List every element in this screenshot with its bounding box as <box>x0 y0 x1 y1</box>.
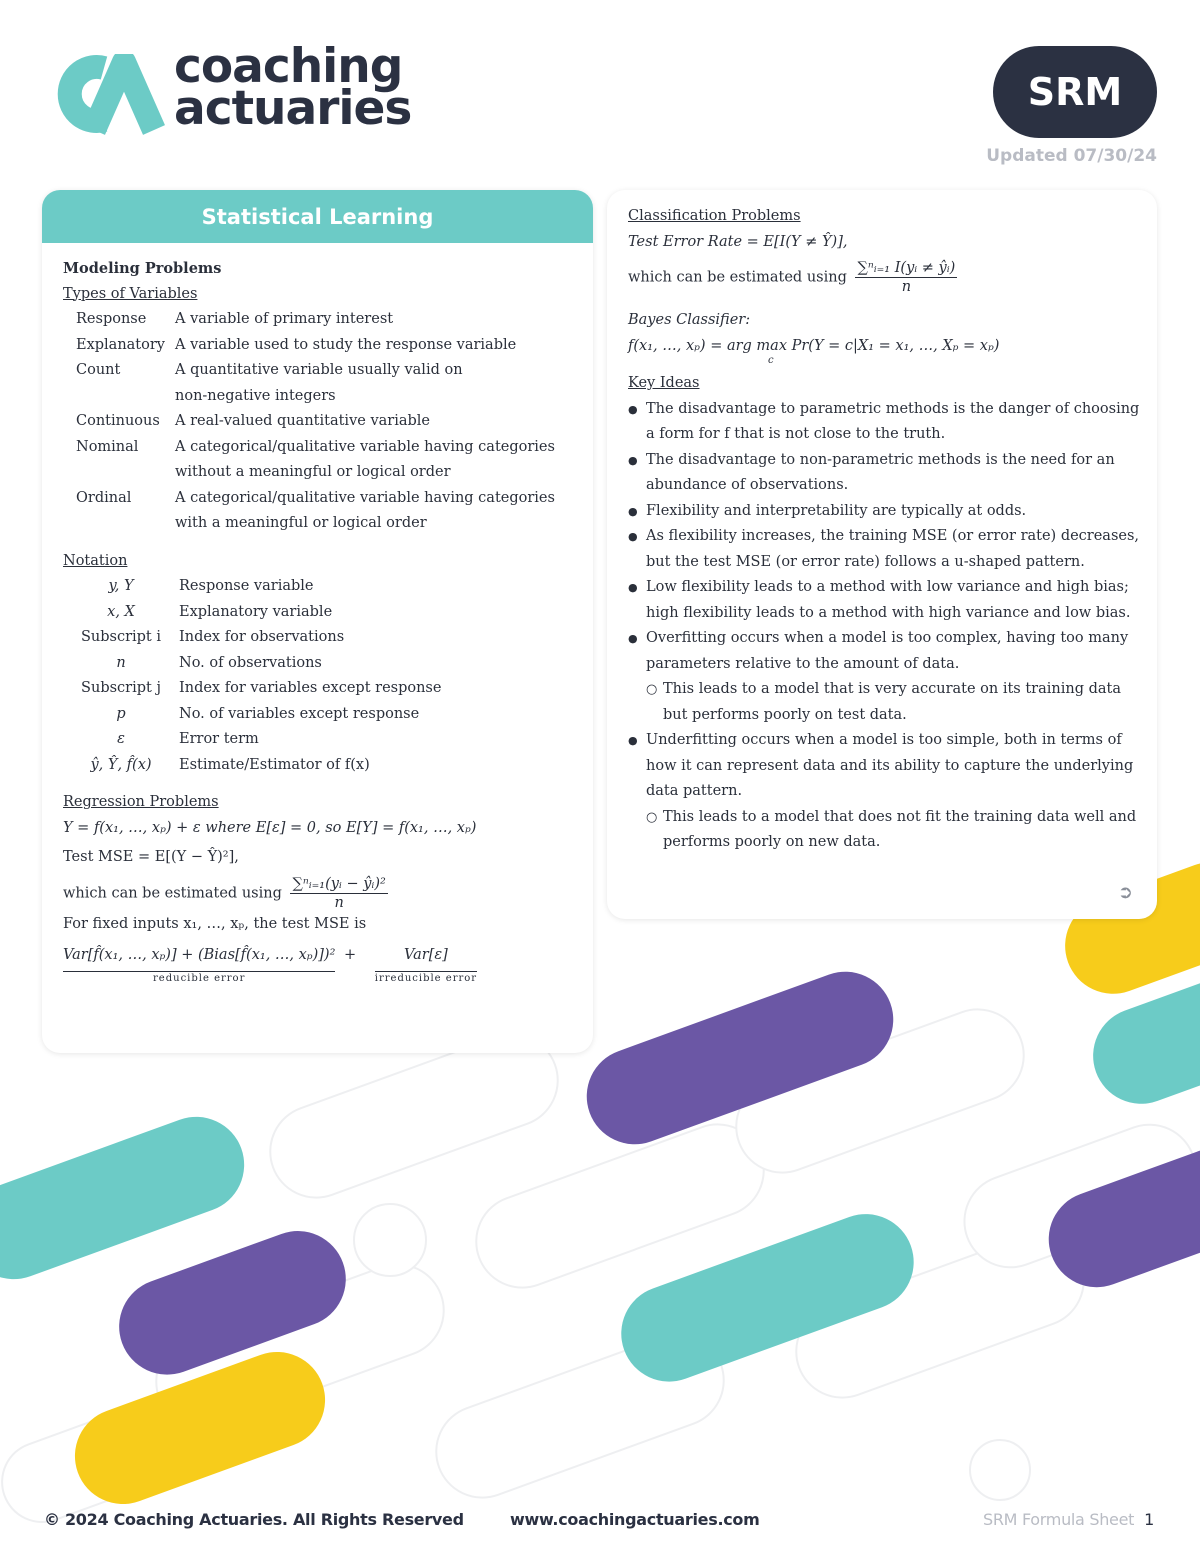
notation-row <box>63 574 577 600</box>
variable-type-row <box>63 358 577 409</box>
variable-type-definition <box>175 333 577 359</box>
arrow-right-icon[interactable]: ➲ <box>1117 882 1133 903</box>
logo-line-1: coaching <box>174 39 403 94</box>
variable-type-definition <box>175 358 577 409</box>
types-of-variables-heading: Types of Variables <box>63 285 198 302</box>
notation-symbol: Subscript i <box>80 629 162 645</box>
bayes-argmax-subscript: c <box>768 354 774 366</box>
notation-symbol: n <box>116 654 126 671</box>
card-title: Statistical Learning <box>42 190 593 243</box>
bayes-classifier-equation <box>628 334 1141 366</box>
variable-type-definition <box>175 307 577 333</box>
key-idea-item: ● Overfitting occurs when a model is too complex, having too many parameters relative to the amount of data. <box>628 626 1141 677</box>
classification-problems-heading: Classification Problems <box>628 208 801 224</box>
mse-estimate-text: which can be estimated using <box>63 885 282 901</box>
notation-definition: Response variable <box>179 578 314 594</box>
mse-fraction <box>290 875 387 912</box>
irreducible-error-expression: Var[ε] <box>375 943 477 972</box>
key-idea-subitem: ○ This leads to a model that does not fit the training data well and performs poorly on new data. <box>628 805 1141 856</box>
variable-type-term: Continuous <box>76 413 160 429</box>
left-card-body <box>63 256 577 986</box>
variable-type-term: Ordinal <box>76 489 132 506</box>
key-idea-item: ● Underfitting occurs when a model is too simple, both in terms of how it can represent data and its ability to capture the underlying data pattern. <box>628 728 1141 805</box>
reducible-error-expression: Var[f̂(x₁, …, xₚ)] + (Bias[f̂(x₁, …, xₚ)])² <box>63 943 335 972</box>
definition-line-2: non-negative integers <box>175 387 336 404</box>
variable-type-row <box>63 333 577 359</box>
variable-type-row <box>63 435 577 486</box>
plus-sign: + <box>344 947 357 963</box>
regression-problems-heading: Regression Problems <box>63 794 219 810</box>
sheet-label <box>983 1510 1154 1529</box>
company-logo[interactable] <box>42 39 442 136</box>
notation-row <box>63 600 577 626</box>
notation-symbol: ε <box>117 731 125 747</box>
logo-line-2: actuaries <box>174 81 412 136</box>
statistical-learning-card <box>42 190 593 1053</box>
key-idea-item: ● Flexibility and interpretability are typically at odds. <box>628 499 1141 525</box>
variable-types-table <box>63 307 577 537</box>
notation-row <box>63 727 577 753</box>
test-error-rate-equation: Test Error Rate = E[I(Y ≠ Ŷ)], <box>628 233 848 250</box>
definition-line: A quantitative variable usually valid on <box>175 362 463 378</box>
variable-type-row <box>63 486 577 537</box>
updated-date: Updated 07/30/24 <box>986 146 1157 166</box>
notation-symbol: x, X <box>107 603 135 620</box>
notation-table <box>63 574 577 778</box>
notation-symbol: Subscript j <box>81 680 161 696</box>
notation-definition: Error term <box>179 731 259 747</box>
error-rate-estimate <box>628 259 1141 296</box>
notation-heading: Notation <box>63 552 128 569</box>
variable-type-definition <box>175 435 577 486</box>
bayes-equation-text: f(x₁, …, xₚ) = arg max Pr(Y = c|X₁ = x₁, …, Xₚ = xₚ) <box>628 337 1000 354</box>
reducible-error-label: reducible error <box>153 972 246 984</box>
notation-definition: Index for observations <box>179 629 345 645</box>
page-number: 1 <box>1144 1510 1154 1529</box>
mse-decomposition <box>63 943 577 986</box>
key-ideas-list <box>628 397 1141 856</box>
notation-definition: No. of observations <box>179 654 322 671</box>
mse-fraction-denominator: n <box>334 894 344 911</box>
notation-symbol: y, Y <box>108 578 134 594</box>
modeling-problems-heading: Modeling Problems <box>63 260 222 277</box>
mse-fraction-numerator: ∑ⁿᵢ₌₁(yᵢ − ŷᵢ)² <box>292 875 386 892</box>
notation-row <box>63 702 577 728</box>
reducible-error-term <box>63 943 335 986</box>
variable-type-term: Explanatory <box>76 336 165 353</box>
irreducible-error-label: irreducible error <box>374 972 478 984</box>
copyright: © 2024 Coaching Actuaries. All Rights Reserved <box>44 1510 464 1529</box>
test-mse-equation: Test MSE = E[(Y − Ŷ)²], <box>63 849 239 865</box>
notation-row <box>63 625 577 651</box>
website-link[interactable]: www.coachingactuaries.com <box>510 1510 760 1529</box>
fixed-inputs-text: For fixed inputs x₁, …, xₚ, the test MSE is <box>63 915 367 932</box>
variable-type-row <box>63 409 577 435</box>
error-rate-numerator: ∑ⁿᵢ₌₁ I(yᵢ ≠ ŷᵢ) <box>857 260 956 276</box>
notation-definition: Index for variables except response <box>179 680 442 696</box>
variable-type-definition <box>175 409 577 435</box>
key-idea-item: ● As flexibility increases, the training MSE (or error rate) decreases, but the test MSE (or error rate) follows a u-shaped pattern. <box>628 524 1141 575</box>
key-idea-item: ● The disadvantage to parametric methods is the danger of choosing a form for f that is not close to the truth. <box>628 397 1141 448</box>
definition-line: A variable of primary interest <box>175 311 394 327</box>
bayes-classifier-heading: Bayes Classifier: <box>628 312 751 328</box>
regression-equation: Y = f(x₁, …, xₚ) + ε where E[ε] = 0, so E[Y] = f(x₁, …, xₚ) <box>63 819 477 836</box>
variable-type-term: Nominal <box>76 438 139 455</box>
notation-row <box>63 676 577 702</box>
classification-card <box>607 190 1157 919</box>
notation-symbol: p <box>116 705 126 722</box>
definition-line: A real-valued quantitative variable <box>175 413 430 429</box>
logo-wordmark <box>174 39 412 136</box>
irreducible-error-term <box>375 943 477 986</box>
notation-row <box>63 753 577 779</box>
key-idea-subitem: ○ This leads to a model that is very accurate on its training data but performs poorly on test data. <box>628 677 1141 728</box>
logo-mark-icon <box>42 54 167 136</box>
key-idea-item: ● Low flexibility leads to a method with low variance and high bias; high flexibility leads to a method with high variance and low bias. <box>628 575 1141 626</box>
right-card-body <box>628 204 1141 856</box>
notation-row <box>63 651 577 677</box>
error-rate-denominator: n <box>901 279 912 295</box>
mse-estimate <box>63 875 577 912</box>
exam-badge: SRM <box>993 46 1157 138</box>
definition-line-2: with a meaningful or logical order <box>175 515 427 531</box>
notation-definition: No. of variables except response <box>179 705 420 722</box>
notation-definition: Explanatory variable <box>179 603 333 620</box>
error-rate-fraction <box>855 259 957 296</box>
definition-line: A categorical/qualitative variable having categories <box>175 438 555 455</box>
definition-line: A variable used to study the response variable <box>175 336 517 353</box>
variable-type-definition <box>175 486 577 537</box>
sheet-name: SRM Formula Sheet <box>983 1510 1135 1529</box>
variable-type-term: Count <box>76 362 121 378</box>
error-rate-estimate-text: which can be estimated using <box>628 269 847 286</box>
notation-symbol: ŷ, Ŷ, f̂(x) <box>90 756 152 773</box>
variable-type-row <box>63 307 577 333</box>
definition-line: A categorical/qualitative variable having categories <box>175 489 555 506</box>
notation-definition: Estimate/Estimator of f(x) <box>179 756 370 773</box>
key-idea-item: ● The disadvantage to non-parametric methods is the need for an abundance of observations. <box>628 448 1141 499</box>
key-ideas-heading: Key Ideas <box>628 375 700 391</box>
definition-line-2: without a meaningful or logical order <box>175 464 451 480</box>
variable-type-term: Response <box>76 311 147 327</box>
